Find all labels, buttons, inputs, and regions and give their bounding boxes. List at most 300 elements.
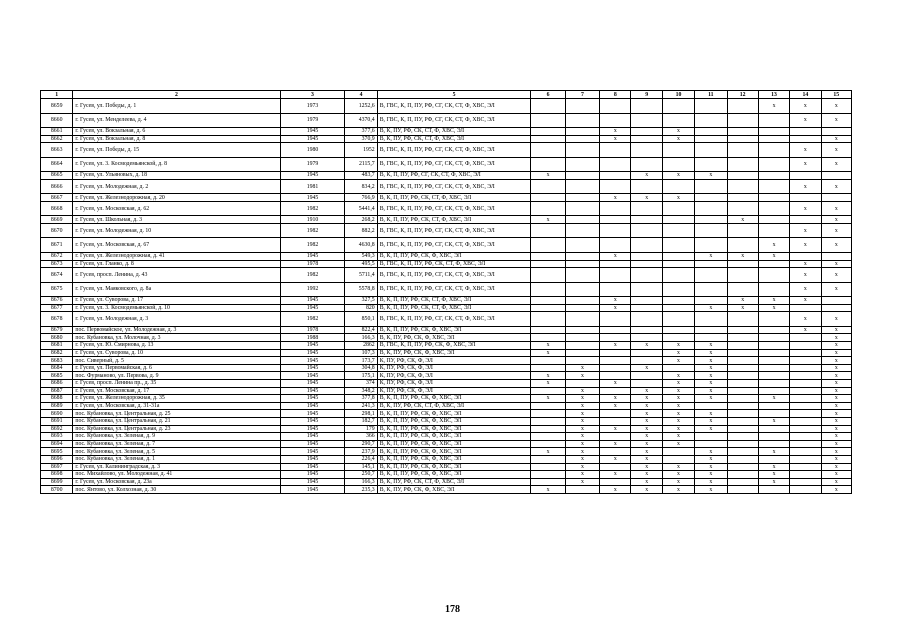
mark-cell-col-8: x: [600, 440, 631, 448]
address-cell: пос. Фурманово, ул. Первова, д. 9: [73, 372, 280, 380]
table-row: [41, 201, 852, 216]
mark-cell-col-15: x: [821, 238, 851, 253]
table-row: [41, 260, 852, 268]
mark-cell-col-12: [727, 312, 758, 327]
mark-cell-col-7: [565, 357, 599, 365]
table-row: [41, 128, 852, 136]
address-cell: г. Гусев, ул. Школьная, д. 3: [73, 216, 280, 224]
mark-cell-col-11: x: [695, 471, 727, 479]
mark-cell-col-9: x: [631, 402, 662, 410]
mark-cell-col-13: [758, 433, 789, 441]
row-number: 8699: [41, 478, 73, 486]
area-cell: 182,7: [345, 417, 377, 425]
table-row: [41, 194, 852, 202]
mark-cell-col-6: x: [531, 372, 565, 380]
mark-cell-col-8: x: [600, 471, 631, 479]
mark-cell-col-13: x: [758, 99, 789, 114]
mark-cell-col-15: x: [821, 448, 851, 456]
column-header-9: 9: [631, 91, 662, 99]
mark-cell-col-14: [790, 417, 821, 425]
mark-cell-col-8: x: [600, 135, 631, 143]
mark-cell-col-10: [662, 179, 694, 194]
mark-cell-col-14: [790, 342, 821, 350]
mark-cell-col-14: [790, 486, 821, 494]
address-cell: г. Гусев, ул. Вокзальная, д. 6: [73, 128, 280, 136]
address-cell: пос. Михайлово, ул. Молодежная, д. 41: [73, 471, 280, 479]
address-cell: пос. Первомайское, ул. Молодежная, д. 3: [73, 326, 280, 334]
mark-cell-col-13: [758, 172, 789, 180]
mark-cell-col-11: x: [695, 172, 727, 180]
mark-cell-col-14: [790, 448, 821, 456]
table-row: [41, 216, 852, 224]
mark-cell-col-11: x: [695, 304, 727, 312]
table-row: [41, 440, 852, 448]
mark-cell-col-13: [758, 342, 789, 350]
area-cell: 268,2: [345, 216, 377, 224]
mark-cell-col-9: [631, 372, 662, 380]
mark-cell-col-9: [631, 252, 662, 260]
mark-cell-col-10: [662, 304, 694, 312]
mark-cell-col-7: [565, 238, 599, 253]
area-cell: 377,6: [345, 128, 377, 136]
mark-cell-col-12: [727, 395, 758, 403]
mark-cell-col-13: [758, 201, 789, 216]
mark-cell-col-14: x: [790, 201, 821, 216]
table-row: [41, 238, 852, 253]
mark-cell-col-12: [727, 471, 758, 479]
mark-cell-col-11: x: [695, 387, 727, 395]
mark-cell-col-15: x: [821, 143, 851, 158]
mark-cell-col-10: [662, 99, 694, 114]
mark-cell-col-14: x: [790, 157, 821, 172]
address-cell: г. Гусев, ул. Суворова, д. 17: [73, 297, 280, 305]
mark-cell-col-10: [662, 448, 694, 456]
mark-cell-col-10: x: [662, 478, 694, 486]
mark-cell-col-11: [695, 334, 727, 342]
mark-cell-col-7: [565, 282, 599, 297]
row-number: 8673: [41, 260, 73, 268]
address-cell: г. Гусев, ул. Молодежная, д. 2: [73, 179, 280, 194]
mark-cell-col-6: [531, 471, 565, 479]
systems-cell: В, ГВС, К, П, ПУ, РФ, СГ, СК, СТ, Ф, ХВС, ЭЛ: [377, 143, 531, 158]
area-cell: 374: [345, 380, 377, 388]
year-cell: 1945: [280, 128, 345, 136]
table-row: [41, 172, 852, 180]
address-cell: г. Гусев, ул. Молодежная, д. 10: [73, 223, 280, 238]
mark-cell-col-15: x: [821, 135, 851, 143]
row-number: 8697: [41, 463, 73, 471]
address-cell: пос. Кубановка, ул. Центральная, д. 21: [73, 417, 280, 425]
mark-cell-col-7: x: [565, 471, 599, 479]
mark-cell-col-7: x: [565, 463, 599, 471]
mark-cell-col-7: [565, 312, 599, 327]
area-cell: 235,3: [345, 486, 377, 494]
table-row: [41, 387, 852, 395]
systems-cell: В, ГВС, К, П, ПУ, РФ, СК, СТ, Ф, ХВС, ЭЛ: [377, 260, 531, 268]
mark-cell-col-6: x: [531, 486, 565, 494]
mark-cell-col-11: [695, 194, 727, 202]
mark-cell-col-10: x: [662, 387, 694, 395]
address-cell: г. Гусев, ул. Молодежная, д. 3: [73, 312, 280, 327]
mark-cell-col-15: [821, 194, 851, 202]
mark-cell-col-13: x: [758, 417, 789, 425]
mark-cell-col-14: [790, 304, 821, 312]
mark-cell-col-8: [600, 268, 631, 283]
systems-cell: В, К, ПУ, РФ, СК, Ф, ХВС, ЭЛ: [377, 334, 531, 342]
mark-cell-col-15: x: [821, 282, 851, 297]
mark-cell-col-12: x: [727, 304, 758, 312]
mark-cell-col-6: [531, 268, 565, 283]
mark-cell-col-14: [790, 216, 821, 224]
mark-cell-col-13: [758, 143, 789, 158]
mark-cell-col-13: x: [758, 448, 789, 456]
mark-cell-col-7: x: [565, 364, 599, 372]
mark-cell-col-8: x: [600, 304, 631, 312]
mark-cell-col-8: [600, 216, 631, 224]
year-cell: 1979: [280, 157, 345, 172]
mark-cell-col-13: [758, 179, 789, 194]
table-row: [41, 304, 852, 312]
mark-cell-col-8: x: [600, 297, 631, 305]
mark-cell-col-11: [695, 128, 727, 136]
column-header-4: 4: [345, 91, 377, 99]
year-cell: 1945: [280, 372, 345, 380]
mark-cell-col-11: [695, 113, 727, 128]
mark-cell-col-10: [662, 297, 694, 305]
mark-cell-col-11: [695, 297, 727, 305]
mark-cell-col-6: [531, 304, 565, 312]
mark-cell-col-13: x: [758, 238, 789, 253]
area-cell: 107,3: [345, 349, 377, 357]
mark-cell-col-10: [662, 223, 694, 238]
mark-cell-col-12: [727, 364, 758, 372]
row-number: 8694: [41, 440, 73, 448]
mark-cell-col-11: x: [695, 380, 727, 388]
row-number: 8680: [41, 334, 73, 342]
mark-cell-col-13: [758, 425, 789, 433]
mark-cell-col-6: [531, 463, 565, 471]
mark-cell-col-11: [695, 135, 727, 143]
year-cell: 1945: [280, 455, 345, 463]
systems-cell: В, К, П, ПУ, РФ, СГ, СК, СТ, Ф, ХВС, ЭЛ: [377, 172, 531, 180]
mark-cell-col-12: [727, 440, 758, 448]
mark-cell-col-11: x: [695, 410, 727, 418]
table-row: [41, 326, 852, 334]
systems-cell: В, К, П, ПУ, РФ, СК, Ф, ХВС, ЭЛ: [377, 395, 531, 403]
mark-cell-col-15: x: [821, 471, 851, 479]
mark-cell-col-6: x: [531, 448, 565, 456]
mark-cell-col-11: [695, 179, 727, 194]
mark-cell-col-12: [727, 282, 758, 297]
mark-cell-col-8: x: [600, 128, 631, 136]
mark-cell-col-10: [662, 157, 694, 172]
address-cell: г. Гусев, ул. Победы, д. 1: [73, 99, 280, 114]
mark-cell-col-7: [565, 297, 599, 305]
mark-cell-col-13: [758, 223, 789, 238]
mark-cell-col-9: [631, 326, 662, 334]
year-cell: 1945: [280, 357, 345, 365]
mark-cell-col-7: [565, 349, 599, 357]
mark-cell-col-15: x: [821, 364, 851, 372]
mark-cell-col-15: x: [821, 478, 851, 486]
row-number: 8693: [41, 433, 73, 441]
mark-cell-col-7: x: [565, 440, 599, 448]
table-row: [41, 395, 852, 403]
systems-cell: В, К, П, ПУ, РФ, СК, Ф, ХВС, ЭЛ: [377, 433, 531, 441]
mark-cell-col-8: [600, 179, 631, 194]
mark-cell-col-15: x: [821, 402, 851, 410]
mark-cell-col-14: x: [790, 238, 821, 253]
systems-cell: В, К, П, ПУ, РФ, СК, Ф, ХВС, ЭЛ: [377, 417, 531, 425]
mark-cell-col-6: [531, 312, 565, 327]
year-cell: 1945: [280, 364, 345, 372]
mark-cell-col-9: x: [631, 478, 662, 486]
mark-cell-col-15: x: [821, 455, 851, 463]
mark-cell-col-10: [662, 455, 694, 463]
mark-cell-col-11: x: [695, 252, 727, 260]
housing-register-table: [40, 90, 852, 494]
mark-cell-col-9: [631, 282, 662, 297]
address-cell: г. Гусев, ул. 3. Космодемьянской, д. 8: [73, 157, 280, 172]
mark-cell-col-12: [727, 128, 758, 136]
area-cell: 327,5: [345, 297, 377, 305]
mark-cell-col-11: [695, 216, 727, 224]
mark-cell-col-12: [727, 425, 758, 433]
mark-cell-col-14: [790, 433, 821, 441]
table-row: [41, 342, 852, 350]
row-number: 8683: [41, 357, 73, 365]
mark-cell-col-9: x: [631, 471, 662, 479]
mark-cell-col-11: x: [695, 425, 727, 433]
mark-cell-col-13: [758, 402, 789, 410]
row-number: 8700: [41, 486, 73, 494]
table-row: [41, 252, 852, 260]
mark-cell-col-15: x: [821, 201, 851, 216]
mark-cell-col-7: [565, 113, 599, 128]
mark-cell-col-12: [727, 326, 758, 334]
area-cell: 5711,4: [345, 268, 377, 283]
mark-cell-col-14: [790, 395, 821, 403]
systems-cell: В, К, П, ПУ, РФ, СК, Ф, ХВС, ЭЛ: [377, 463, 531, 471]
mark-cell-col-11: x: [695, 486, 727, 494]
mark-cell-col-14: [790, 425, 821, 433]
mark-cell-col-10: x: [662, 342, 694, 350]
year-cell: 1982: [280, 201, 345, 216]
mark-cell-col-11: [695, 312, 727, 327]
mark-cell-col-9: x: [631, 486, 662, 494]
mark-cell-col-9: x: [631, 463, 662, 471]
column-header-8: 8: [600, 91, 631, 99]
systems-cell: В, К, П, ПУ, РФ, СК, Ф, ХВС, ЭЛ: [377, 471, 531, 479]
mark-cell-col-6: [531, 113, 565, 128]
mark-cell-col-8: x: [600, 380, 631, 388]
mark-cell-col-11: [695, 402, 727, 410]
mark-cell-col-11: [695, 268, 727, 283]
row-number: 8675: [41, 282, 73, 297]
mark-cell-col-11: x: [695, 395, 727, 403]
mark-cell-col-11: x: [695, 364, 727, 372]
mark-cell-col-8: [600, 372, 631, 380]
mark-cell-col-6: x: [531, 216, 565, 224]
systems-cell: В, ГВС, К, П, ПУ, РФ, СГ, СК, СТ, Ф, ХВС, ЭЛ: [377, 268, 531, 283]
mark-cell-col-8: [600, 238, 631, 253]
mark-cell-col-8: [600, 143, 631, 158]
mark-cell-col-10: x: [662, 395, 694, 403]
mark-cell-col-15: [821, 304, 851, 312]
mark-cell-col-14: [790, 334, 821, 342]
mark-cell-col-14: [790, 372, 821, 380]
row-number: 8685: [41, 372, 73, 380]
systems-cell: В, ГВС, К, П, ПУ, РФ, СК, Ф, ХВС, ЭЛ: [377, 342, 531, 350]
mark-cell-col-6: [531, 260, 565, 268]
mark-cell-col-7: [565, 135, 599, 143]
mark-cell-col-14: x: [790, 312, 821, 327]
mark-cell-col-12: [727, 143, 758, 158]
year-cell: 1945: [280, 135, 345, 143]
column-header-6: 6: [531, 91, 565, 99]
year-cell: 1945: [280, 410, 345, 418]
year-cell: 1973: [280, 99, 345, 114]
mark-cell-col-9: x: [631, 364, 662, 372]
column-header-5: 5: [377, 91, 531, 99]
table-row: [41, 372, 852, 380]
mark-cell-col-9: [631, 216, 662, 224]
mark-cell-col-6: [531, 223, 565, 238]
mark-cell-col-9: x: [631, 417, 662, 425]
mark-cell-col-9: [631, 128, 662, 136]
area-cell: 348,2: [345, 387, 377, 395]
mark-cell-col-11: x: [695, 342, 727, 350]
mark-cell-col-14: x: [790, 297, 821, 305]
address-cell: г. Гусев, ул. Вокзальная, д. 8: [73, 135, 280, 143]
mark-cell-col-14: [790, 463, 821, 471]
mark-cell-col-13: [758, 135, 789, 143]
mark-cell-col-9: [631, 304, 662, 312]
year-cell: 1945: [280, 342, 345, 350]
mark-cell-col-14: [790, 349, 821, 357]
mark-cell-col-9: [631, 380, 662, 388]
mark-cell-col-7: x: [565, 417, 599, 425]
mark-cell-col-7: [565, 201, 599, 216]
mark-cell-col-10: x: [662, 433, 694, 441]
year-cell: 1978: [280, 260, 345, 268]
table-row: [41, 179, 852, 194]
mark-cell-col-12: x: [727, 297, 758, 305]
mark-cell-col-7: x: [565, 478, 599, 486]
mark-cell-col-6: [531, 417, 565, 425]
mark-cell-col-12: [727, 135, 758, 143]
mark-cell-col-7: [565, 334, 599, 342]
mark-cell-col-13: [758, 387, 789, 395]
mark-cell-col-14: x: [790, 326, 821, 334]
row-number: 8678: [41, 312, 73, 327]
mark-cell-col-9: [631, 135, 662, 143]
mark-cell-col-9: [631, 223, 662, 238]
mark-cell-col-11: x: [695, 455, 727, 463]
mark-cell-col-12: x: [727, 252, 758, 260]
systems-cell: В, К, П, ПУ, РФ, СК, Ф, ХВС, ЭЛ: [377, 326, 531, 334]
area-cell: 166,3: [345, 478, 377, 486]
table-row: [41, 425, 852, 433]
address-cell: г. Гусев, ул. Ульяновых, д. 18: [73, 172, 280, 180]
mark-cell-col-12: [727, 223, 758, 238]
mark-cell-col-7: [565, 326, 599, 334]
table-row: [41, 268, 852, 283]
mark-cell-col-8: [600, 417, 631, 425]
mark-cell-col-15: x: [821, 342, 851, 350]
table-row: [41, 402, 852, 410]
mark-cell-col-9: [631, 334, 662, 342]
mark-cell-col-7: x: [565, 402, 599, 410]
column-header-7: 7: [565, 91, 599, 99]
mark-cell-col-13: [758, 282, 789, 297]
address-cell: г. Гусев, ул. 3. Космодемьянской, д. 10: [73, 304, 280, 312]
mark-cell-col-13: [758, 326, 789, 334]
mark-cell-col-14: x: [790, 282, 821, 297]
mark-cell-col-12: [727, 201, 758, 216]
mark-cell-col-15: [821, 172, 851, 180]
mark-cell-col-15: [821, 297, 851, 305]
mark-cell-col-6: [531, 455, 565, 463]
mark-cell-col-9: x: [631, 425, 662, 433]
systems-cell: В, К, ПУ, РФ, СК, СТ, Ф, ХВС, ЭЛ: [377, 402, 531, 410]
mark-cell-col-12: [727, 357, 758, 365]
address-cell: г. Гусев, ул. Железнодорожная, д. 20: [73, 194, 280, 202]
mark-cell-col-7: [565, 260, 599, 268]
mark-cell-col-7: x: [565, 433, 599, 441]
mark-cell-col-10: x: [662, 463, 694, 471]
address-cell: г. Гусев, ул. Железнодорожная, д. 35: [73, 395, 280, 403]
mark-cell-col-15: x: [821, 463, 851, 471]
mark-cell-col-11: x: [695, 372, 727, 380]
mark-cell-col-7: [565, 194, 599, 202]
mark-cell-col-13: [758, 157, 789, 172]
mark-cell-col-9: x: [631, 395, 662, 403]
area-cell: 495,5: [345, 260, 377, 268]
mark-cell-col-10: x: [662, 135, 694, 143]
area-cell: 2862: [345, 342, 377, 350]
mark-cell-col-8: [600, 201, 631, 216]
mark-cell-col-7: x: [565, 387, 599, 395]
table-row: [41, 417, 852, 425]
mark-cell-col-10: [662, 260, 694, 268]
mark-cell-col-15: x: [821, 268, 851, 283]
address-cell: г. Гусев, ул. Московская, д. 17: [73, 387, 280, 395]
address-cell: г. Гусев, ул. Калининградская, д. 3: [73, 463, 280, 471]
address-cell: г. Гусев, ул. Первомайская, д. 6: [73, 364, 280, 372]
table-row: [41, 143, 852, 158]
systems-cell: В, ГВС, К, П, ПУ, РФ, СГ, СК, СТ, Ф, ХВС, ЭЛ: [377, 223, 531, 238]
table-body: [41, 99, 852, 494]
mark-cell-col-10: x: [662, 172, 694, 180]
mark-cell-col-15: x: [821, 433, 851, 441]
systems-cell: В, К, П, ПУ, РФ, СК, СТ, Ф, ХВС, ЭЛ: [377, 216, 531, 224]
mark-cell-col-9: x: [631, 342, 662, 350]
mark-cell-col-8: [600, 260, 631, 268]
table-row: [41, 486, 852, 494]
systems-cell: В, К, ПУ, РФ, СК, Ф, ХВС, ЭЛ: [377, 349, 531, 357]
mark-cell-col-8: [600, 172, 631, 180]
mark-cell-col-6: [531, 410, 565, 418]
mark-cell-col-14: [790, 387, 821, 395]
mark-cell-col-10: [662, 268, 694, 283]
year-cell: 1982: [280, 223, 345, 238]
mark-cell-col-7: [565, 223, 599, 238]
mark-cell-col-10: [662, 238, 694, 253]
year-cell: 1945: [280, 433, 345, 441]
systems-cell: В, К, П, ПУ, РФ, СК, Ф, ХВС, ЭЛ: [377, 448, 531, 456]
year-cell: 1945: [280, 486, 345, 494]
